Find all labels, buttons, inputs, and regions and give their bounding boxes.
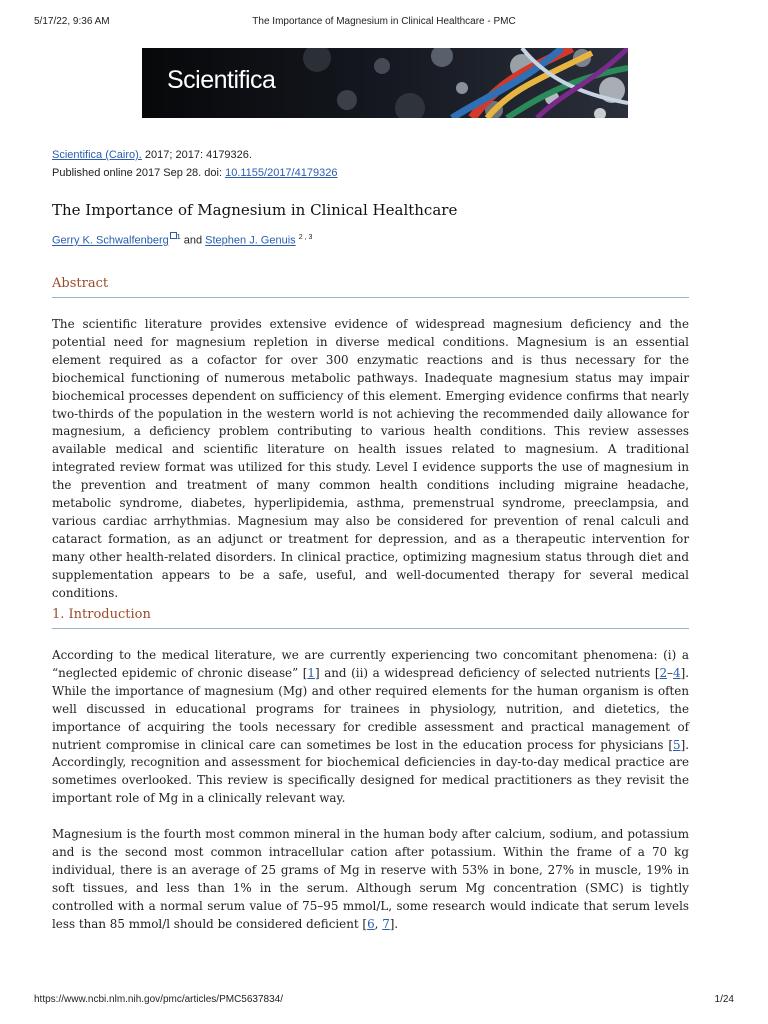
journal-link[interactable]: Scientifica (Cairo).	[52, 149, 142, 161]
journal-banner	[142, 48, 628, 118]
doi-link[interactable]: 10.1155/2017/4179326	[225, 167, 338, 179]
paragraph-text: ,	[374, 916, 383, 931]
paragraph-text: –	[667, 665, 673, 680]
introduction-paragraph-1	[52, 647, 689, 808]
published-text: Published online 2017 Sep 28. doi:	[52, 167, 226, 179]
published-line	[52, 164, 688, 182]
print-url: https://www.ncbi.nlm.nih.gov/pmc/articles/PMC5637834/	[34, 994, 283, 1005]
reference-link-5[interactable]: 5	[673, 737, 681, 752]
paragraph-text: ]. While the importance of magnesium (Mg) and other required elements for the human organism is often well discussed in educational programs for trainees in physiology, nutrition, and dietetics, the importance of acquiring the tools necessary for credible assessment and practical management of nutrient compromise in clinical care can sometimes be lost in the education process for physicians [	[52, 665, 689, 752]
citation-block	[52, 146, 688, 182]
page-number: 1/24	[714, 994, 734, 1005]
print-header	[34, 16, 734, 30]
author-link-genuis[interactable]: Stephen J. Genuis	[205, 234, 296, 247]
reference-link-2[interactable]: 2	[659, 665, 668, 680]
citation-line	[52, 146, 688, 164]
introduction-heading: 1. Introduction	[52, 607, 689, 629]
journal-details: 2017; 2017: 4179326.	[141, 149, 252, 161]
reference-link-6[interactable]: 6	[367, 916, 375, 931]
author-affiliation-sup: 1	[176, 234, 181, 241]
author-affiliation-sup: 2 , 3	[298, 234, 313, 241]
author-link-schwalfenberg[interactable]: Gerry K. Schwalfenberg	[52, 234, 169, 247]
paragraph-text: According to the medical literature, we are currently experiencing two concomitant phenomena: (i) a “neglected epidemic of chronic disease” [	[52, 648, 689, 680]
paragraph-text: ] and (ii) a widespread deficiency of selected nutrients [	[314, 665, 660, 680]
paragraph-text: ].	[389, 916, 399, 931]
paragraph-text: ]. Accordingly, recognition and assessment for biochemical deficiencies in day-to-day medical practice are sometimes overlooked. This review is specifically designed for medical practitioners as they revisit the important role of Mg in a clinically relevant way.	[52, 737, 689, 806]
author-separator: and	[180, 234, 206, 247]
paragraph-text: Magnesium is the fourth most common mineral in the human body after calcium, sodium, and potassium and is the second most common intracellular cation after potassium. Within the frame of a 70 kg individual, there is an average of 25 grams of Mg in reserve with 53% in bone, 27% in muscle, 19% in soft tissues, and less than 1% in the serum. Although serum Mg concentration (SMC) is tightly controlled with a normal serum value of 75–95 mmol/L, some research would indicate that serum levels less than 85 mmol/l should be considered deficient [	[52, 827, 689, 931]
abstract-heading: Abstract	[52, 276, 689, 298]
print-page-title: The Importance of Magnesium in Clinical Healthcare - PMC	[252, 16, 516, 27]
author-list	[52, 234, 312, 247]
article-title: The Importance of Magnesium in Clinical Healthcare	[52, 201, 458, 219]
introduction-paragraph-2	[52, 826, 689, 933]
print-datetime: 5/17/22, 9:36 AM	[34, 16, 110, 27]
print-footer	[34, 994, 734, 1008]
reference-link-7[interactable]: 7	[382, 916, 390, 931]
reference-link-1[interactable]: 1	[307, 665, 315, 680]
email-icon[interactable]	[170, 232, 177, 239]
reference-link-4[interactable]: 4	[673, 665, 681, 680]
abstract-paragraph: The scientific literature provides extensive evidence of widespread magnesium deficiency and the potential need for magnesium repletion in diverse medical conditions. Magnesium is an essential element required as a cofactor for over 300 enzymatic reactions and is thus necessary for the biochemical functioning of numerous metabolic pathways. Inadequate magnesium status may impair biochemical processes dependent on sufficiency of this element. Emerging evidence confirms that nearly two-thirds of the population in the western world is not achieving the recommended daily allowance for magnesium, a deficiency problem contributing to various health conditions. This review assesses available medical and scientific literature on health issues related to magnesium. A traditional integrated review format was utilized for this study. Level I evidence supports the use of magnesium in the prevention and treatment of many common health conditions including migraine headache, metabolic syndrome, diabetes, hyperlipidemia, asthma, premenstrual syndrome, preeclampsia, and various cardiac arrhythmias. Magnesium may also be considered for prevention of renal calculi and cataract formation, as an adjunct or treatment for depression, and as a therapeutic intervention for many other health-related disorders. In clinical practice, optimizing magnesium status through diet and supplementation appears to be a safe, useful, and well-documented therapy for several medical conditions.	[52, 317, 689, 600]
journal-brand: Scientifica	[167, 66, 276, 94]
